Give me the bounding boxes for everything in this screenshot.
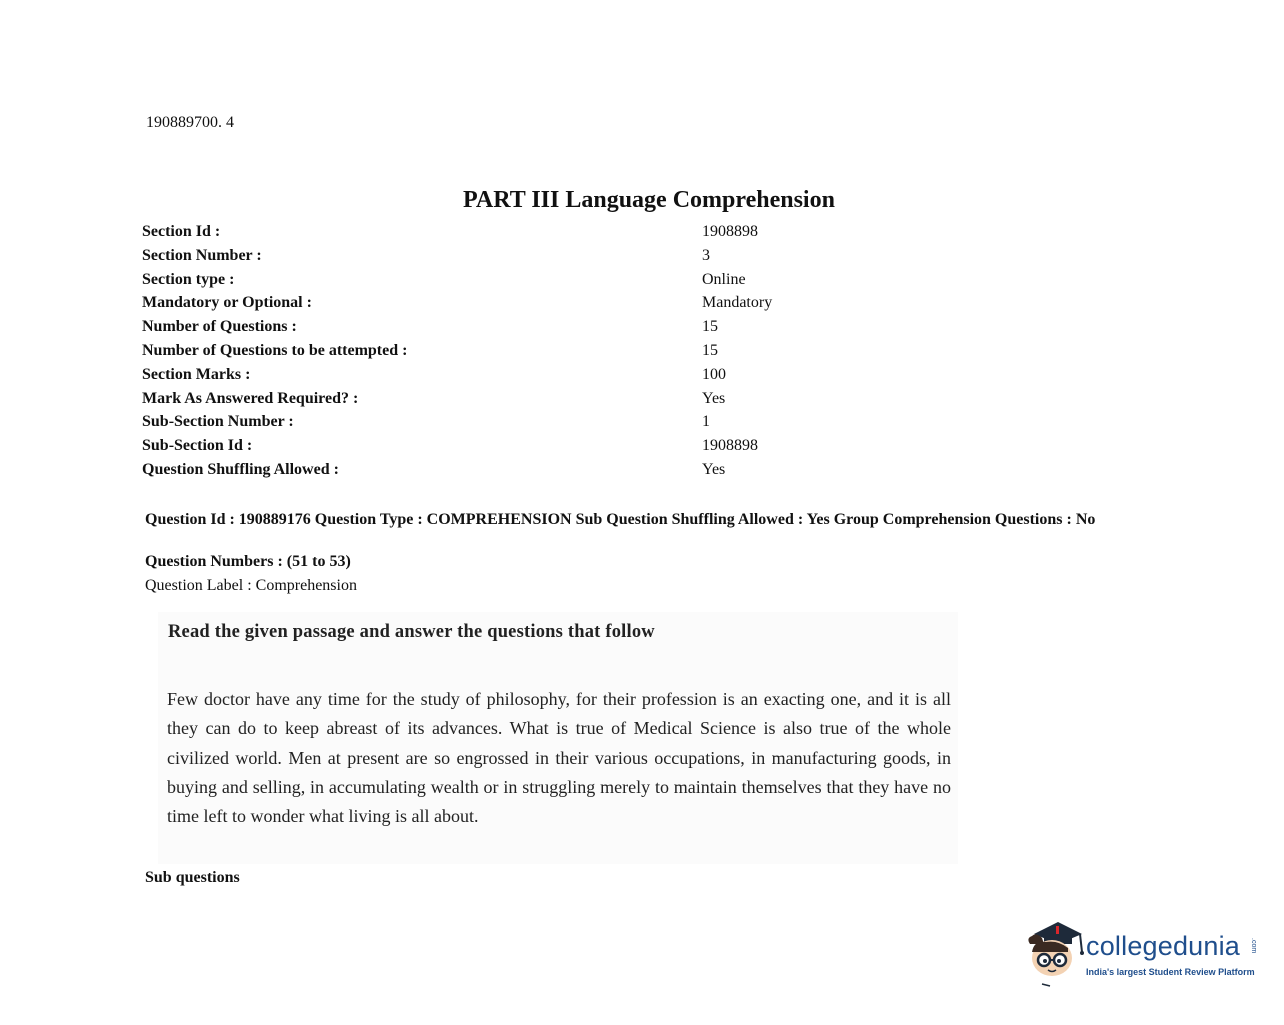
detail-label: Question Shuffling Allowed : (142, 460, 339, 478)
detail-value: 15 (702, 318, 718, 336)
detail-value: Yes (702, 460, 726, 478)
section-detail-row (142, 434, 942, 458)
section-detail-row (142, 363, 942, 387)
detail-label: Section Number : (142, 246, 262, 264)
question-numbers: Question Numbers : (51 to 53) (145, 553, 351, 570)
section-detail-row (142, 244, 942, 268)
detail-value: 15 (702, 341, 718, 359)
detail-label: Number of Questions to be attempted : (142, 341, 408, 359)
detail-label: Section Id : (142, 223, 221, 240)
detail-label: Mark As Answered Required? : (142, 389, 359, 407)
sub-questions-heading: Sub questions (145, 869, 240, 886)
section-details-table (142, 220, 942, 482)
detail-value: Yes (702, 389, 726, 407)
collegedunia-logo (1022, 914, 1262, 994)
section-detail-row (142, 410, 942, 434)
mascot-icon (1022, 914, 1088, 988)
page-id: 190889700. 4 (146, 114, 234, 131)
passage-instruction: Read the given passage and answer the questions that follow (168, 622, 655, 642)
detail-label: Section Marks : (142, 365, 251, 383)
section-detail-row (142, 458, 942, 482)
detail-value: 100 (702, 365, 726, 383)
section-detail-row (142, 291, 942, 315)
part-title: PART III Language Comprehension (463, 187, 835, 213)
detail-value: 1908898 (702, 437, 758, 455)
question-label: Question Label : Comprehension (145, 577, 357, 594)
detail-label: Number of Questions : (142, 318, 297, 336)
detail-label: Section type : (142, 270, 235, 288)
section-detail-row (142, 220, 942, 244)
question-info: Question Id : 190889176 Question Type : COMPREHENSION Sub Question Shuffling Allowed : Yes Group Comprehension Questions : No (145, 511, 1096, 528)
detail-value: Online (702, 270, 746, 288)
detail-label: Sub-Section Id : (142, 437, 253, 455)
detail-label: Sub-Section Number : (142, 413, 294, 431)
logo-domain-suffix: .com (1250, 938, 1257, 954)
detail-label: Mandatory or Optional : (142, 294, 312, 312)
logo-tagline: India's largest Student Review Platform (1086, 967, 1255, 977)
passage-image (158, 612, 958, 864)
section-detail-row (142, 268, 942, 292)
logo-wordmark: collegedunia (1086, 931, 1241, 961)
detail-value: 3 (702, 246, 710, 264)
detail-value: 1908898 (702, 223, 758, 240)
detail-value: Mandatory (702, 294, 773, 312)
section-detail-row (142, 339, 942, 363)
passage-text: Few doctor have any time for the study of philosophy, for their profession is an exacting one, and it is all they can do to keep abreast of its advances. What is true of Medical Science is also true of the whole civilized world. Men at present are so engrossed in their various occupations, in manufacturing goods, in buying and selling, in accumulating wealth or in struggling merely to maintain themselves that they have no time left to wonder what living is all about. (167, 689, 951, 827)
detail-value: 1 (702, 413, 710, 431)
section-detail-row (142, 387, 942, 411)
section-detail-row (142, 315, 942, 339)
